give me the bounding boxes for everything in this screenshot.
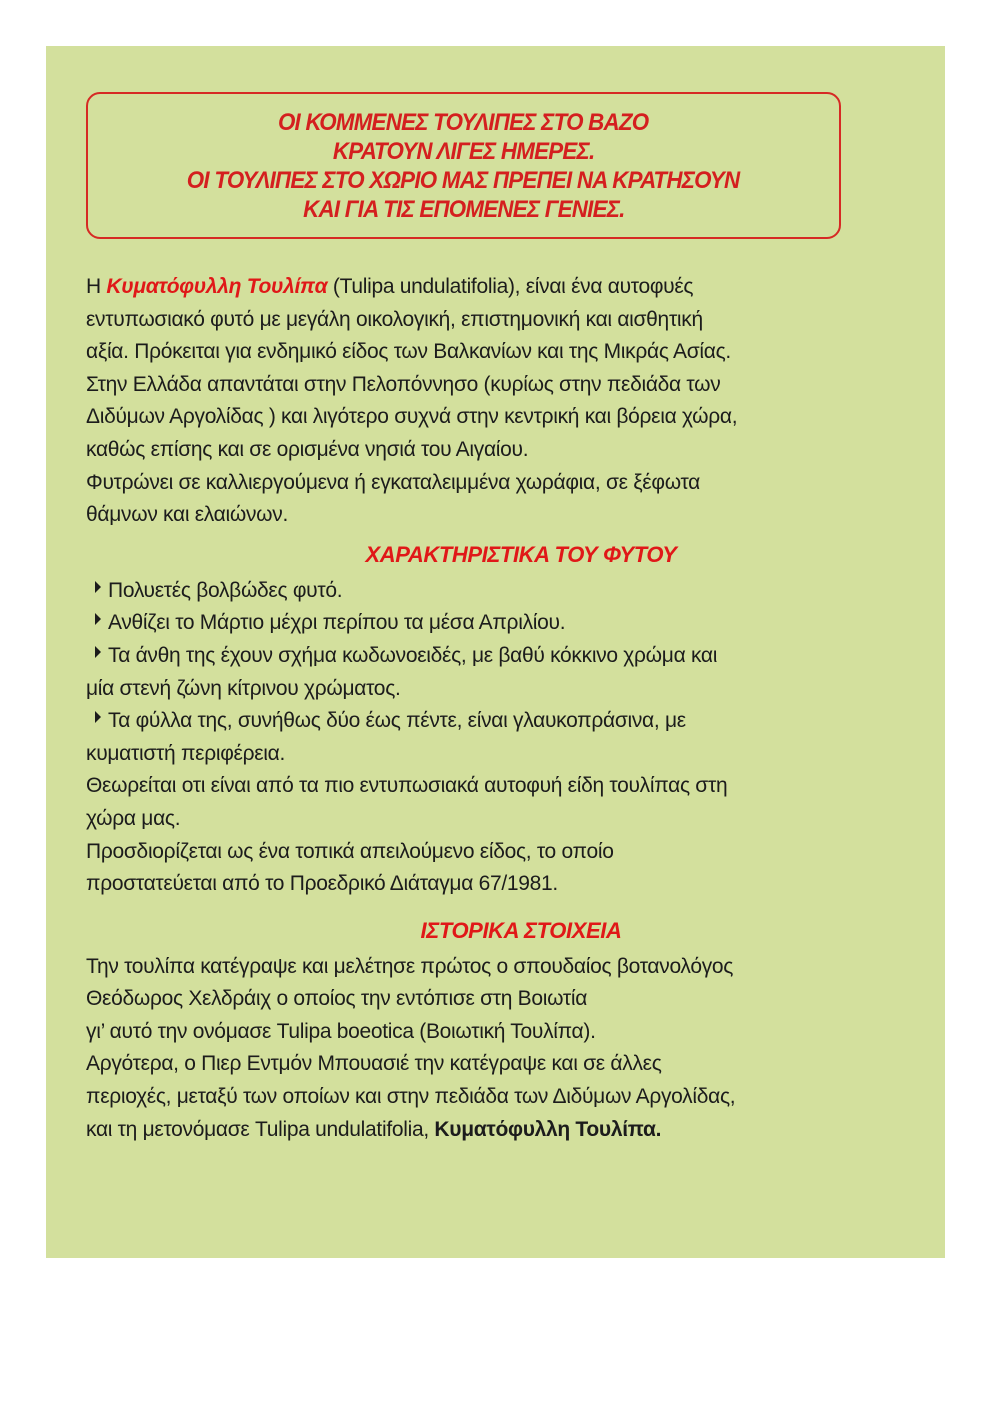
alert-line: ΟΙ ΚΟΜΜΕΝΕΣ ΤΟΥΛΙΠΕΣ ΣΤΟ ΒΑΖΟ xyxy=(278,108,649,136)
triangle-bullet-icon xyxy=(95,646,101,658)
intro-line xyxy=(86,271,916,304)
bullet-text: Ανθίζει το Μάρτιο μέχρι περίπου τα μέσα Απριλίου. xyxy=(108,611,566,635)
bullet-item xyxy=(86,575,916,608)
history-line: Αργότερα, ο Πιερ Εντμόν Μπουασιέ την κατέγραψε και σε άλλες xyxy=(86,1052,662,1076)
alert-line: ΚΑΙ ΓΙΑ ΤΙΣ ΕΠΟΜΕΝΕΣ ΓΕΝΙΕΣ. xyxy=(302,195,625,223)
intro-line: Διδύμων Αργολίδας ) και λιγότερο συχνά στην κεντρική και βόρεια χώρα, xyxy=(86,405,738,429)
intro-line: Στην Ελλάδα απαντάται στην Πελοπόννησο (κυρίως στην πεδιάδα των xyxy=(86,372,721,396)
alert-line: ΟΙ ΤΟΥΛΙΠΕΣ ΣΤΟ ΧΩΡΙΟ ΜΑΣ ΠΡΕΠΕΙ ΝΑ ΚΡΑΤΗΣΟΥΝ xyxy=(187,166,740,194)
bullet-text: Τα άνθη της έχουν σχήμα κωδωνοειδές, με βαθύ κόκκινο χρώμα και xyxy=(108,643,718,667)
alert-line: ΚΡΑΤΟΥΝ ΛΙΓΕΣ ΗΜΕΡΕΣ. xyxy=(332,137,595,165)
bullet-text: Πολυετές βολβώδες φυτό. xyxy=(108,578,343,602)
bullet-text: Τα φύλλα της, συνήθως δύο έως πέντε, είναι γλαυκοπράσινα, με xyxy=(108,709,686,733)
history-last-line-text: και τη μετονόμασε Tulipa undulatifolia, xyxy=(86,1117,435,1141)
intro-line: εντυπωσιακό φυτό με μεγάλη οικολογική, επιστημονική και αισθητική xyxy=(86,307,703,331)
characteristics-section xyxy=(86,575,916,901)
plant-name-bold: Κυματόφυλλη Τουλίπα. xyxy=(434,1117,662,1141)
characteristics-line: Θεωρείται οτι είναι από τα πιο εντυπωσιακά αυτοφυή είδη τουλίπας στη xyxy=(86,774,728,798)
intro-line-text: (Tulipa undulatifolia), είναι ένα αυτοφυές xyxy=(327,275,694,298)
intro-section xyxy=(86,271,916,532)
history-line: γι’ αυτό την ονόμασε Tulipa boeotica (Βοιωτική Τουλίπα). xyxy=(86,1019,596,1043)
bullet-continuation: κυματιστή περιφέρεια. xyxy=(86,741,286,765)
history-line: περιοχές, μεταξύ των οποίων και στην πεδιάδα των Διδύμων Αργολίδας, xyxy=(86,1085,736,1109)
characteristics-line: προστατεύεται από το Προεδρικό Διάταγμα 67/1981. xyxy=(86,872,558,896)
triangle-bullet-icon xyxy=(95,711,101,723)
history-line: Την τουλίπα κατέγραψε και μελέτησε πρώτος ο σπουδαίος βοτανολόγος xyxy=(86,954,734,978)
intro-line: καθώς επίσης και σε ορισμένα νησιά του Αιγαίου. xyxy=(86,437,529,461)
intro-line: Φυτρώνει σε καλλιεργούμενα ή εγκαταλειμμένα χωράφια, σε ξέφωτα xyxy=(86,470,701,494)
history-heading: ΙΣΤΟΡΙΚΑ ΣΤΟΙΧΕΙΑ xyxy=(420,917,622,943)
intro-prefix: Η xyxy=(86,275,107,298)
characteristics-line: χώρα μας. xyxy=(86,806,181,830)
document-panel xyxy=(46,46,945,1258)
alert-box xyxy=(86,92,841,239)
characteristics-heading: ΧΑΡΑΚΤΗΡΙΣΤΙΚΑ ΤΟΥ ΦΥΤΟΥ xyxy=(365,541,677,567)
history-line: Θεόδωρος Χελδράιχ ο οποίος την εντόπισε στη Βοιωτία xyxy=(86,987,588,1011)
triangle-bullet-icon xyxy=(95,581,101,593)
bullet-item xyxy=(86,705,916,738)
plant-name-highlight: Κυματόφυλλη Τουλίπα xyxy=(106,275,328,298)
bullet-item xyxy=(86,640,916,673)
bullet-continuation: μία στενή ζώνη κίτρινου χρώματος. xyxy=(86,676,401,700)
history-line xyxy=(86,1114,916,1147)
intro-line: αξία. Πρόκειται για ενδημικό είδος των Βαλκανίων και της Μικράς Ασίας. xyxy=(86,340,731,364)
document-content xyxy=(86,271,916,1146)
characteristics-line: Προσδιορίζεται ως ένα τοπικά απειλούμενο είδος, το οποίο xyxy=(86,839,614,863)
intro-line: θάμνων και ελαιώνων. xyxy=(86,503,289,527)
bullet-item xyxy=(86,607,916,640)
triangle-bullet-icon xyxy=(95,613,101,625)
history-section xyxy=(86,951,916,1147)
